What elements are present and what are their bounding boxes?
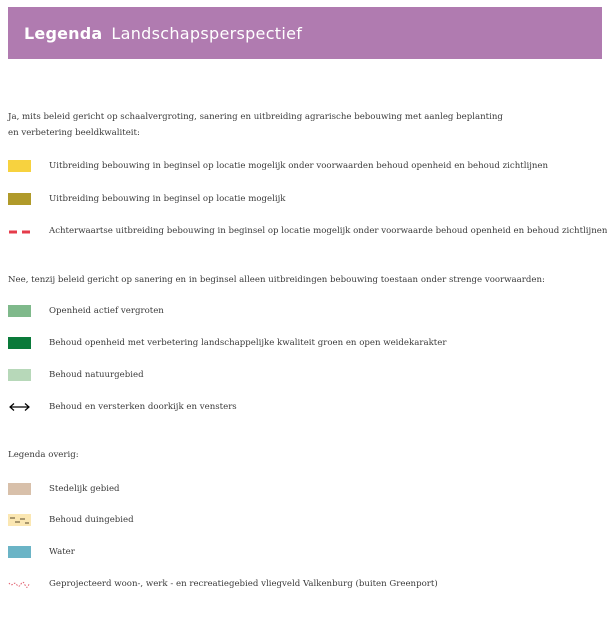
- legend-item-label: Behoud natuurgebied: [49, 370, 144, 380]
- legend-item-openheid-vergroten: [8, 303, 164, 319]
- legend-item-label: Behoud openheid met verbetering landschappelijke kwaliteit groen en open weidekarakter: [49, 338, 447, 348]
- red-dashed-line-icon: [8, 225, 31, 237]
- section-ja-intro-line1: Ja, mits beleid gericht op schaalvergroting, sanering en uitbreiding agrarische bebouwing met aanleg beplanting: [8, 112, 503, 122]
- legend-item-label: Openheid actief vergroten: [49, 306, 164, 316]
- double-arrow-icon: [8, 401, 31, 413]
- legend-item-label: Behoud duingebied: [49, 515, 134, 525]
- tan-swatch-icon: [8, 483, 31, 495]
- dotted-line-icon: [8, 578, 31, 590]
- legend-item-label: Achterwaartse uitbreiding bebouwing in beginsel op locatie mogelijk onder voorwaarde behoud openheid en behoud zichtlijnen: [49, 226, 607, 236]
- legend-title: Legenda: [24, 23, 103, 43]
- legend-item-uitbreiding-voorwaarden: [8, 158, 548, 174]
- legend-item-label: Water: [49, 547, 75, 557]
- legend-item-water: [8, 544, 75, 560]
- legend-item-doorkijk: [8, 399, 237, 415]
- legend-item-label: Uitbreiding bebouwing in beginsel op locatie mogelijk: [49, 194, 286, 204]
- yellow-swatch-icon: [8, 160, 31, 172]
- legend-item-label: Stedelijk gebied: [49, 484, 120, 494]
- light-green-swatch-icon: [8, 305, 31, 317]
- section-ja-intro-line2: en verbetering beeldkwaliteit:: [8, 128, 140, 138]
- legend-header: [8, 7, 602, 59]
- pale-green-swatch-icon: [8, 369, 31, 381]
- legend-item-duingebied: [8, 512, 134, 528]
- legend-item-stedelijk: [8, 481, 120, 497]
- legend-item-valkenburg: [8, 576, 438, 592]
- olive-swatch-icon: [8, 193, 31, 205]
- dark-green-swatch-icon: [8, 337, 31, 349]
- legend-item-behoud-openheid: [8, 335, 446, 351]
- legend-item-label: Uitbreiding bebouwing in beginsel op locatie mogelijk onder voorwaarden behoud openheid en behoud zichtlijnen: [49, 161, 549, 171]
- dune-swatch-icon: [8, 514, 31, 526]
- legend-item-achterwaartse-uitbreiding: [8, 223, 607, 239]
- section-ja-intro: [8, 109, 503, 141]
- section-nee-intro: Nee, tenzij beleid gericht op sanering en in beginsel alleen uitbreidingen bebouwing toestaan onder strenge voorwaarden:: [8, 275, 545, 285]
- water-swatch-icon: [8, 546, 31, 558]
- section-overig-intro: Legenda overig:: [8, 450, 79, 460]
- legend-item-uitbreiding-mogelijk: [8, 191, 286, 207]
- legend-item-behoud-natuurgebied: [8, 367, 144, 383]
- legend-subtitle: Landschapsperspectief: [111, 23, 303, 43]
- legend-item-label: Behoud en versterken doorkijk en vensters: [49, 402, 237, 412]
- legend-item-label: Geprojecteerd woon-, werk - en recreatiegebied vliegveld Valkenburg (buiten Greenport): [49, 579, 438, 589]
